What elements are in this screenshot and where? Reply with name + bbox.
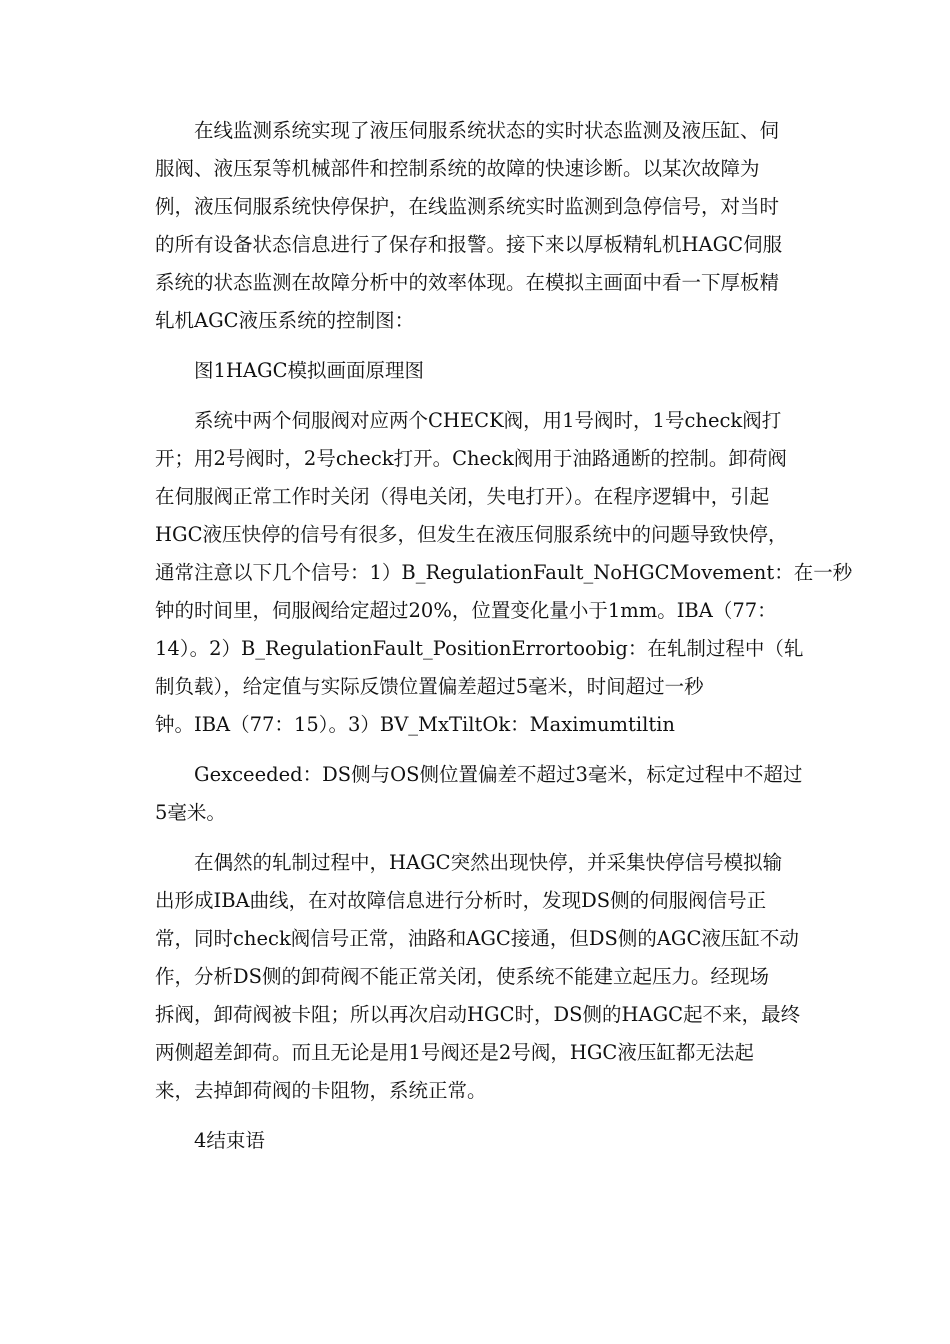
text-line: 拆阀，卸荷阀被卡阻；所以再次启动HGC时，DS侧的HAGC起不来，最终 <box>155 1003 801 1026</box>
figure-caption <box>116 352 834 390</box>
text-line: 钟的时间里，伺服阀给定超过20%，位置变化量小于1mm。IBA（77： <box>155 599 777 622</box>
paragraph-fault-case <box>116 844 834 1110</box>
text-line: 通常注意以下几个信号：1）B_RegulationFault_NoHGCMovement：在一秒 <box>155 561 853 584</box>
paragraph-monitoring-system <box>116 112 834 340</box>
paragraph-servo-valves <box>116 402 853 744</box>
text-line: 例，液压伺服系统快停保护，在线监测系统实时监测到急停信号，对当时 <box>155 195 780 218</box>
text-line: 的所有设备状态信息进行了保存和报警。接下来以厚板精轧机HAGC伺服 <box>155 233 783 256</box>
text-line: 5毫米。 <box>155 801 226 824</box>
text-line: 系统中两个伺服阀对应两个CHECK阀，用1号阀时，1号check阀打 <box>194 409 782 432</box>
text-line: 服阀、液压泵等机械部件和控制系统的故障的快速诊断。以某次故障为 <box>155 157 760 180</box>
paragraph-tilt-exceeded <box>116 756 834 832</box>
text-line: 在伺服阀正常工作时关闭（得电关闭，失电打开）。在程序逻辑中，引起 <box>155 485 770 508</box>
section-heading-conclusion <box>116 1122 834 1160</box>
text-line: 轧机AGC液压系统的控制图： <box>155 309 415 332</box>
text-line: 出形成IBA曲线，在对故障信息进行分析时，发现DS侧的伺服阀信号正 <box>155 889 767 912</box>
text-line: 制负载），给定值与实际反馈位置偏差超过5毫米，时间超过一秒 <box>155 675 704 698</box>
text-line: 两侧超差卸荷。而且无论是用1号阀还是2号阀，HGC液压缸都无法起 <box>155 1041 754 1064</box>
text-line: 钟。IBA（77：15）。3）BV_MxTiltOk：Maximumtiltin <box>155 713 675 736</box>
text-line: 来，去掉卸荷阀的卡阻物，系统正常。 <box>155 1079 487 1102</box>
text-line: 开；用2号阀时，2号check打开。Check阀用于油路通断的控制。卸荷阀 <box>155 447 787 470</box>
text-line: 在偶然的轧制过程中，HAGC突然出现快停，并采集快停信号模拟输 <box>194 851 783 874</box>
text-line: 图1HAGC模拟画面原理图 <box>194 359 424 382</box>
text-line: 作，分析DS侧的卸荷阀不能正常关闭，使系统不能建立起压力。经现场 <box>155 965 769 988</box>
text-line: 14）。2）B_RegulationFault_PositionErrortoobig：在轧制过程中（轧 <box>155 637 804 660</box>
text-line: Gexceeded：DS侧与OS侧位置偏差不超过3毫米，标定过程中不超过 <box>194 763 803 786</box>
text-line: 系统的状态监测在故障分析中的效率体现。在模拟主画面中看一下厚板精 <box>155 271 780 294</box>
document-body <box>116 112 853 1160</box>
text-line: 常，同时check阀信号正常，油路和AGC接通，但DS侧的AGC液压缸不动 <box>155 927 799 950</box>
text-line: 在线监测系统实现了液压伺服系统状态的实时状态监测及液压缸、伺 <box>194 119 780 142</box>
text-line: HGC液压快停的信号有很多，但发生在液压伺服系统中的问题导致快停， <box>155 523 788 546</box>
text-line: 4结束语 <box>194 1129 265 1152</box>
